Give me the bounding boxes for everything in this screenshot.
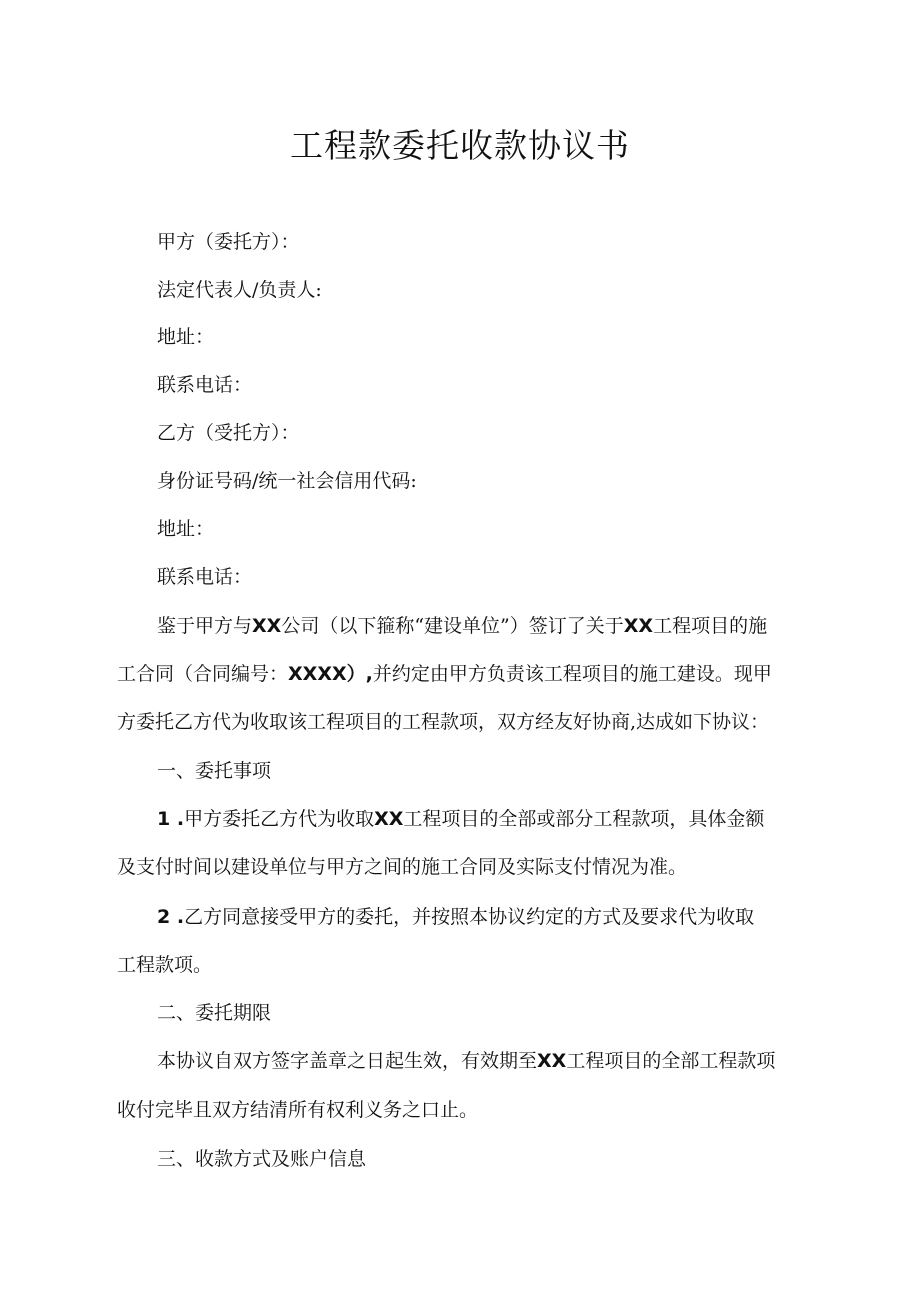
preamble-text: 并约定由甲方负责该工程项目的施工建设。现甲 (372, 663, 772, 685)
placeholder-xx: XX (374, 808, 404, 830)
party-b-address-label: 地址： (157, 518, 215, 540)
preamble-line-3: 方委托乙方代为收取该工程项目的工程款项，双方经友好协商,达成如下协议： (117, 711, 770, 733)
item-text: 甲方委托乙方代为收取 (184, 808, 375, 830)
preamble-text: 工合同（合同编号： (117, 663, 289, 685)
section-2-line-2: 收付完毕且双方结清所有权利义务之口止。 (117, 1099, 479, 1121)
preamble-line-2 (117, 660, 772, 688)
party-a-representative-label: 法定代表人/负责人: (157, 279, 322, 301)
party-b-id-label: 身份证号码/统一社会信用代码: (157, 470, 417, 492)
party-a-label: 甲方（委托方）： (157, 231, 300, 253)
party-b-label: 乙方（受托方）： (157, 422, 300, 444)
preamble-text: 鉴于甲方与 (157, 615, 253, 637)
placeholder-xx: XX (623, 615, 654, 637)
party-a-phone-label: 联系电话： (157, 374, 253, 396)
section-1-item-2-continuation: 工程款项。 (117, 954, 213, 976)
item-text: 工程项目的全部或部分工程款项，具体金额 (403, 808, 765, 830)
section-text: 本协议自双方签字盖章之日起生效，有效期至 (157, 1050, 538, 1072)
preamble-text: 公司（以下箍称“建设单位”）签订了关于 (281, 615, 624, 637)
section-3-heading: 三、收款方式及账户信息 (157, 1148, 367, 1170)
placeholder-xx: XX (537, 1050, 567, 1072)
section-1-item-2 (157, 903, 754, 931)
placeholder-xx: XX (252, 615, 282, 637)
party-a-address-label: 地址： (157, 326, 215, 348)
preamble-line-1 (157, 612, 767, 640)
document-title: 工程款委托收款协议书 (290, 126, 630, 165)
item-number: 2 . (157, 906, 185, 928)
section-text: 工程项目的全部工程款项 (566, 1050, 776, 1072)
section-2-heading: 二、委托期限 (157, 1002, 272, 1024)
contract-number-placeholder: XXXX）, (288, 663, 373, 685)
item-text: 乙方同意接受甲方的委托，并按照本协议约定的方式及要求代为收取 (184, 906, 755, 928)
section-1-item-1-continuation: 及支付时间以建设单位与甲方之间的施工合同及实际支付情况为准。 (117, 856, 688, 878)
section-2-line-1 (157, 1047, 775, 1075)
section-1-item-1 (157, 805, 764, 833)
section-1-heading: 一、委托事项 (157, 760, 272, 782)
item-number: 1 . (157, 808, 185, 830)
party-b-phone-label: 联系电话： (157, 566, 253, 588)
preamble-text: 工程项目的施 (653, 615, 768, 637)
